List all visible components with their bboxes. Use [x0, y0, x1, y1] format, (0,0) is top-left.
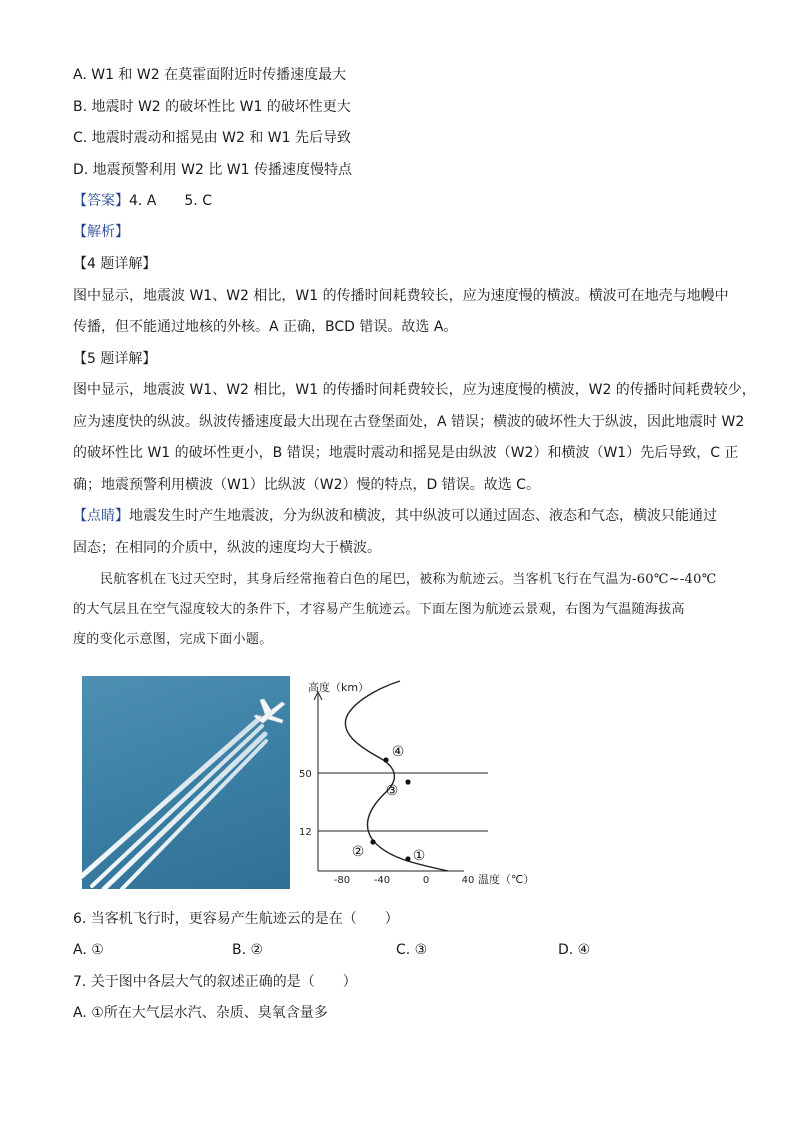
q5-line-2: 应为速度快的纵波。纵波传播速度最大出现在古登堡面处，A 错误；横波的破坏性大于纵波，因此地震时 W2 [73, 414, 745, 430]
curve-point-dot [370, 839, 375, 844]
q6-stem: 6. 当客机飞行时，更容易产生航迹云的是在（ ） [73, 911, 399, 927]
curve-point-dot [405, 856, 410, 861]
y-axis-label: 高度（km） [308, 681, 370, 694]
curve-point-label: ① [412, 848, 426, 864]
curve-point-dot [383, 757, 388, 762]
intro-line-1: 民航客机在飞过天空时，其身后经常拖着白色的尾巴，被称为航迹云。当客机飞行在气温为-60℃~-40℃ [100, 572, 717, 587]
q6-option-b: B. ② [232, 942, 264, 958]
analysis-tag: 【解析】 [73, 224, 129, 240]
x-tick-label: -80 [333, 875, 351, 886]
q4-line-1: 图中显示，地震波 W1、W2 相比，W1 的传播时间耗费较长，应为速度慢的横波。横波可在地壳与地幔中 [73, 288, 729, 304]
contrail-photo [82, 676, 290, 889]
answer-tag: 【答案】 [73, 193, 129, 209]
x-tick-label: 40 [461, 875, 475, 886]
airplane-icon [254, 699, 285, 723]
q5-line-4: 确；地震预警利用横波（W1）比纵波（W2）慢的特点，D 错误。故选 C。 [73, 477, 540, 493]
curve-point-label: ③ [385, 783, 399, 799]
x-tick-label: 0 [422, 875, 430, 886]
q5-option-c: C. 地震时震动和摇晃由 W2 和 W1 先后导致 [73, 130, 351, 146]
q7-option-a: A. ①所在大气层水汽、杂质、臭氧含量多 [73, 1005, 328, 1021]
q7-stem: 7. 关于图中各层大气的叙述正确的是（ ） [73, 974, 357, 990]
q5-option-a: A. W1 和 W2 在莫霍面附近时传播速度最大 [73, 67, 347, 83]
remark-line-1 [73, 506, 717, 526]
y-tick-label: 12 [299, 827, 312, 838]
q5-option-d: D. 地震预警利用 W2 比 W1 传播速度慢特点 [73, 162, 352, 178]
temperature-altitude-chart [296, 676, 546, 891]
x-axis-label: 温度（℃） [478, 873, 535, 886]
remark-tag: 【点睛】 [73, 508, 129, 524]
curve-point-label: ④ [391, 744, 405, 760]
q5-line-1: 图中显示，地震波 W1、W2 相比，W1 的传播时间耗费较长，应为速度慢的横波，W2 的传播时间耗费较少， [73, 382, 756, 398]
curve-point-label: ② [351, 844, 365, 860]
x-tick-label: -40 [373, 875, 391, 886]
remark-text-1: 地震发生时产生地震波，分为纵波和横波，其中纵波可以通过固态、液态和气态，横波只能通过 [129, 508, 717, 524]
q5-option-b: B. 地震时 W2 的破坏性比 W1 的破坏性更大 [73, 99, 351, 115]
q6-option-a: A. ① [73, 942, 104, 958]
temperature-curve [345, 681, 448, 871]
curve-point-dot [405, 779, 410, 784]
chart-svg [296, 676, 546, 891]
intro-line-2: 的大气层且在空气湿度较大的条件下，才容易产生航迹云。下面左图为航迹云景观，右图为气温随海拔高 [73, 602, 685, 617]
q6-option-c: C. ③ [396, 942, 428, 958]
remark-line-2: 固态；在相同的介质中，纵波的速度均大于横波。 [73, 540, 381, 556]
answer-line [73, 191, 212, 211]
q4-tag: 【4 题详解】 [73, 256, 157, 272]
intro-line-3: 度的变化示意图，完成下面小题。 [73, 632, 273, 647]
chart-layer [299, 680, 534, 886]
q5-line-3: 的破坏性比 W1 的破坏性更小，B 错误；地震时震动和摇晃是由纵波（W2）和横波（W1）先后导致，C 正 [73, 445, 739, 461]
y-tick-label: 50 [299, 769, 312, 780]
q4-line-2: 传播，但不能通过地核的外核。A 正确，BCD 错误。故选 A。 [73, 319, 458, 335]
answer-text: 4. A 5. C [129, 193, 212, 209]
q5-tag: 【5 题详解】 [73, 351, 157, 367]
q6-option-d: D. ④ [558, 942, 591, 958]
